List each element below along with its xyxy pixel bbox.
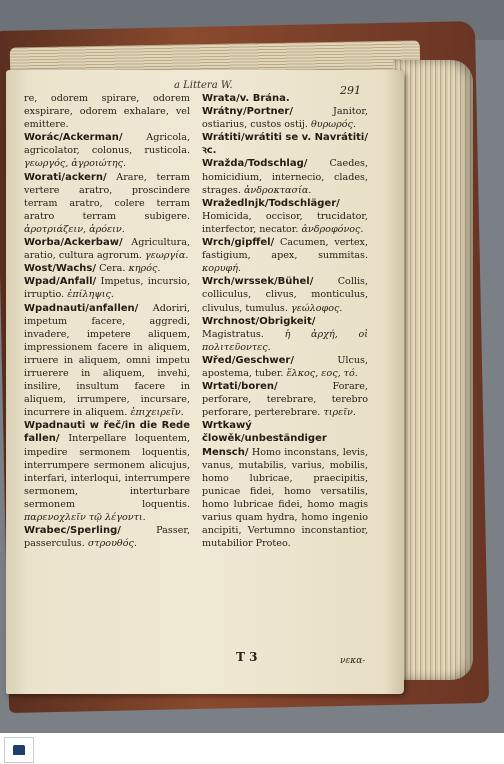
entry-greek: γεωργός, ἀγροιώτης. (24, 158, 127, 170)
dictionary-entry (202, 419, 368, 550)
entry-headword: Wrchnost/Obrigkeit/ (202, 315, 316, 327)
dictionary-entry (202, 315, 368, 354)
entry-definition: Arare, terram vertere aratro, proscindere terram aratro, colere terram aratro terram subigere. (24, 171, 190, 222)
entry-headword: Wpad/Anfall/ (24, 276, 97, 288)
entry-greek: στρουθός. (87, 538, 137, 550)
entry-definition: Passer, passerculus. (24, 525, 190, 550)
entry-greek: τιρεῖν. (323, 407, 356, 419)
entry-definition: Cera. (99, 263, 126, 275)
dictionary-entry (202, 380, 368, 419)
entry-headword: Worati/ackern/ (24, 171, 107, 183)
signature-mark: T 3 (236, 650, 258, 664)
entry-greek: ἐπίληψις. (67, 289, 114, 301)
page-number: 291 (340, 84, 361, 97)
entry-greek: θυρωρός. (311, 119, 356, 131)
entry-headword: Worba/Ackerbaw/ (24, 237, 123, 249)
entry-definition: Homicida, occisor, trucidator, interfector, necator. (202, 210, 368, 235)
page-edges-fore (393, 60, 473, 680)
entry-greek: ἡ ἀρχή, οἱ πολιτεῦοντες. (202, 328, 368, 353)
entry-definition: Janitor, ostiarius, custos ostij. (202, 106, 368, 131)
entry-greek: κορυφή. (202, 263, 242, 275)
entry-greek: γεωργία. (145, 250, 189, 262)
entry-headword: Worác/Ackerman/ (24, 132, 123, 144)
entry-definition: Caedes, homicidium, internecio, clades, strages. (202, 158, 368, 196)
entry-headword: Wrátny/Portner/ (202, 106, 294, 118)
entry-definition: Impetus, incursio, irruptio. (24, 276, 190, 301)
entry-greek: γεώλοφος. (290, 302, 343, 314)
entry-definition: Forare, perforare, terebrare, terebro perforare, perterebrare. (202, 381, 368, 419)
dictionary-entry (202, 105, 368, 131)
entry-headword: Wrata/v. Brána. (202, 93, 290, 104)
entry-headword: Wražda/Todschlag/ (202, 158, 308, 170)
entry-headword: Wřed/Geschwer/ (202, 354, 294, 366)
dictionary-entry (202, 354, 368, 380)
entry-definition: Ulcus, apostema, tuber. (202, 354, 368, 379)
right-column (202, 92, 368, 550)
dictionary-entry (24, 92, 190, 131)
entry-greek: ἀροτριάζειν, ἀρόειν. (24, 223, 125, 235)
entry-greek: ἀνδροφόνος. (301, 223, 364, 235)
entry-definition: Agricultura, aratio, cultura agrorum. (24, 237, 190, 262)
dictionary-entry (202, 236, 368, 275)
dictionary-entry (24, 171, 190, 236)
entry-definition: Agricola, agricolator, colonus, rusticola. (24, 132, 190, 157)
entry-headword: Wpadnauti w řeč/in die Rede fallen/ (24, 420, 190, 445)
entry-headword: Wražedlnjk/Todschläger/ (202, 197, 340, 209)
dictionary-entry (202, 197, 368, 236)
entry-greek: παρενοχλεῖν τῷ λέγοντι. (24, 512, 146, 523)
entry-greek: ἐπιχειρεῖν. (130, 407, 184, 419)
dictionary-entry (24, 275, 190, 301)
library-logo (4, 737, 34, 763)
dictionary-entry (24, 236, 190, 262)
entry-definition: Magistratus. (202, 328, 264, 340)
entry-headword: Wpadnauti/anfallen/ (24, 302, 139, 314)
dictionary-entry (202, 131, 368, 157)
entry-headword: Wrtati/boren/ (202, 381, 278, 393)
running-head: a Littera W. (174, 80, 233, 91)
footer-bar (0, 733, 504, 764)
entry-headword: Wrch/wrssek/Bühel/ (202, 276, 314, 288)
entry-headword: Wrtkawý člowěk/unbeständiger Mensch/ (202, 420, 327, 458)
entry-headword: Wrabec/Sperling/ (24, 525, 121, 537)
entry-greek: ἕλκος, εος, τό. (286, 367, 358, 379)
dictionary-entry (24, 524, 190, 550)
entry-headword: Wrch/gipffel/ (202, 237, 275, 249)
library-logo-icon (13, 745, 25, 755)
entry-definition: Cacumen, vertex, fastigium, apex, summitas. (202, 237, 368, 262)
dictionary-entry (24, 419, 190, 524)
dictionary-entry (24, 131, 190, 170)
dictionary-entry (24, 302, 190, 420)
entry-definition: Homo inconstans, levis, vanus, mutabilis, varius, mobilis, homo lubricae, praecipitis, punicae fidei, homo versatilis, homo lubricae fidei, homo magis varius quam hydra, homo ingenio ancipiti, Vertumno inconstantior, mutabilior Proteo. (202, 446, 368, 550)
entry-definition: Collis, colliculus, clivus, monticulus, clivulus, tumulus. (202, 276, 368, 314)
dictionary-entry (202, 92, 368, 105)
entry-greek: ἀνδροκτασία. (243, 184, 312, 196)
entry-definition: Adoriri, impetum facere, aggredi, invadere, impetere aliquem, impressionem facere in aliquem, irruere in aliquem, omni impetu irruerere in aliquem, invehi, insilire, insultum facere in aliquem, irrumpere, incursare, incurrere in aliquem. (24, 302, 190, 419)
entry-definition: Interpellare loquentem, impedire sermonem loquentis, interrumpere sermonem alicujus, interfari, interloqui, interrumpere sermonem, interturbare sermonem loquentis. (24, 433, 190, 510)
catchword: νεκα- (340, 656, 366, 666)
entry-definition: re, odorem spirare, odorem exspirare, odorem exhalare, vel emittere. (24, 93, 190, 131)
entry-greek: κηρός. (128, 263, 161, 275)
dictionary-entry (202, 275, 368, 314)
left-column (24, 92, 190, 550)
dictionary-entry (24, 262, 190, 275)
entry-headword: Wrátiti/wrátiti se v. Navrátiti/ꝛc. (202, 132, 369, 157)
dictionary-entry (202, 157, 368, 196)
entry-headword: Wost/Wachs/ (24, 263, 97, 275)
